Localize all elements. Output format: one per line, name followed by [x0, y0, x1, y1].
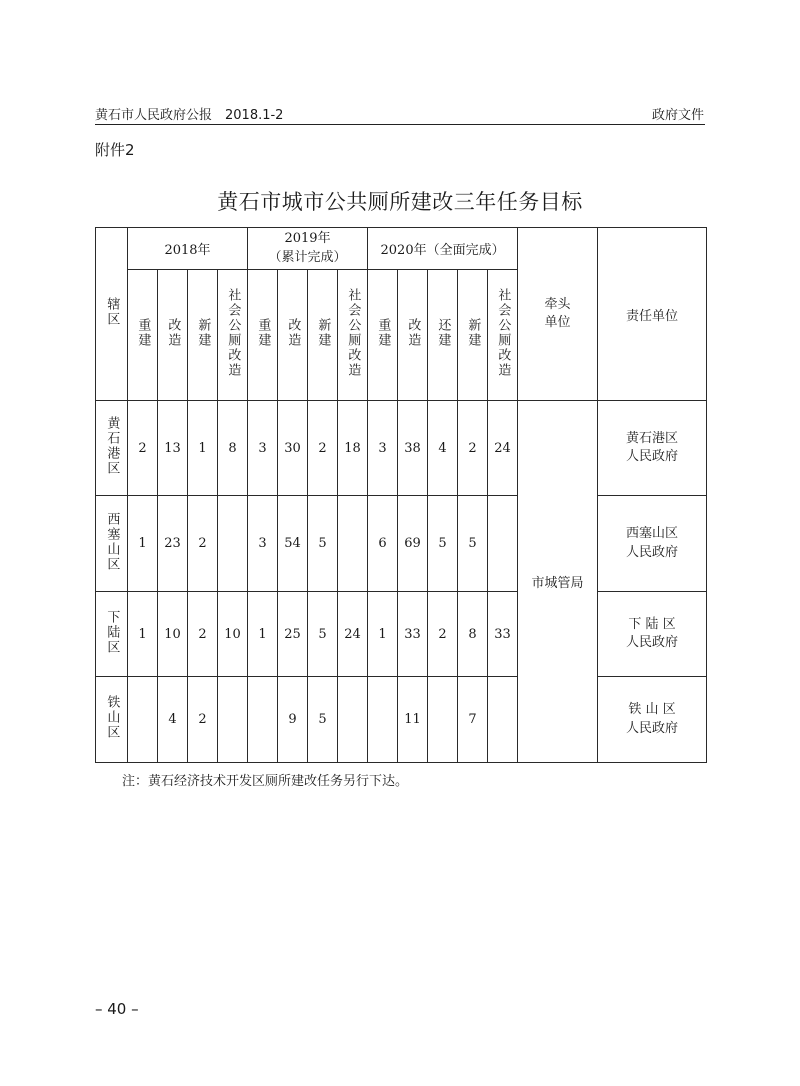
value-cell: 7: [458, 677, 488, 763]
district-cell: 铁山区: [96, 677, 128, 763]
value-cell: 1: [128, 496, 158, 592]
value-cell: 5: [308, 677, 338, 763]
value-cell: 9: [278, 677, 308, 763]
value-cell: 13: [158, 401, 188, 496]
subheader-2018-social: 社会公厕改造: [218, 270, 248, 401]
value-cell: 24: [338, 592, 368, 677]
value-cell: 23: [158, 496, 188, 592]
header-rule: [95, 124, 705, 125]
page-title: 黄石市城市公共厕所建改三年任务目标: [217, 190, 583, 214]
value-cell: 10: [158, 592, 188, 677]
targets-table: [95, 227, 707, 763]
value-cell: 2: [428, 592, 458, 677]
value-cell: 5: [308, 592, 338, 677]
value-cell: [368, 677, 398, 763]
subheader-2018-renovate: 改造: [158, 270, 188, 401]
value-cell: 30: [278, 401, 308, 496]
value-cell: [488, 677, 518, 763]
subheader-2020-social: 社会公厕改造: [488, 270, 518, 401]
value-cell: 8: [218, 401, 248, 496]
value-cell: 1: [368, 592, 398, 677]
value-cell: 1: [248, 592, 278, 677]
value-cell: 38: [398, 401, 428, 496]
responsible-unit-cell: 黄石港区 人民政府: [598, 401, 707, 496]
value-cell: 2: [128, 401, 158, 496]
subheader-2019-social: 社会公厕改造: [338, 270, 368, 401]
subheader-2018-new: 新建: [188, 270, 218, 401]
value-cell: 6: [368, 496, 398, 592]
value-cell: 2: [458, 401, 488, 496]
value-cell: [428, 677, 458, 763]
attachment-label: 附件2: [95, 141, 135, 159]
subheader-2019-new: 新建: [308, 270, 338, 401]
group-2018-header: 2018年: [128, 228, 248, 270]
subheader-2019-renovate: 改造: [278, 270, 308, 401]
subheader-2019-rebuild: 重建: [248, 270, 278, 401]
value-cell: 33: [488, 592, 518, 677]
value-cell: 2: [188, 677, 218, 763]
subheader-2020-rebuild: 重建: [368, 270, 398, 401]
responsible-unit-header: 责任单位: [598, 228, 707, 401]
value-cell: 5: [428, 496, 458, 592]
value-cell: 1: [128, 592, 158, 677]
value-cell: [338, 496, 368, 592]
value-cell: 69: [398, 496, 428, 592]
value-cell: 33: [398, 592, 428, 677]
value-cell: [218, 496, 248, 592]
responsible-unit-cell: 铁 山 区 人民政府: [598, 677, 707, 763]
value-cell: 2: [188, 496, 218, 592]
value-cell: 2: [308, 401, 338, 496]
lead-unit-header: 牵头 单位: [518, 228, 598, 401]
value-cell: 25: [278, 592, 308, 677]
value-cell: [218, 677, 248, 763]
value-cell: 5: [308, 496, 338, 592]
value-cell: 8: [458, 592, 488, 677]
value-cell: 1: [188, 401, 218, 496]
page-number: – 40 –: [95, 1000, 139, 1018]
table-row: [96, 677, 707, 763]
table-row: [96, 401, 707, 496]
district-cell: 下陆区: [96, 592, 128, 677]
value-cell: 3: [248, 401, 278, 496]
value-cell: 2: [188, 592, 218, 677]
value-cell: 24: [488, 401, 518, 496]
group-2020-header: 2020年（全面完成）: [368, 228, 518, 270]
bulletin-name: 黄石市人民政府公报 2018.1-2: [95, 108, 284, 123]
lead-unit-cell: 市城管局: [518, 401, 598, 763]
table-row: [96, 496, 707, 592]
value-cell: [128, 677, 158, 763]
value-cell: 3: [368, 401, 398, 496]
value-cell: [488, 496, 518, 592]
table-row: [96, 592, 707, 677]
value-cell: 10: [218, 592, 248, 677]
value-cell: 11: [398, 677, 428, 763]
value-cell: 18: [338, 401, 368, 496]
value-cell: 4: [158, 677, 188, 763]
section-label: 政府文件: [651, 108, 704, 123]
subheader-2020-renovate: 改造: [398, 270, 428, 401]
district-cell: 西塞山区: [96, 496, 128, 592]
value-cell: [248, 677, 278, 763]
group-2019-header: 2019年 （累计完成）: [248, 228, 368, 270]
table-note: 注：黄石经济技术开发区厕所建改任务另行下达。: [122, 774, 409, 789]
subheader-2020-relocate: 还建: [428, 270, 458, 401]
value-cell: 4: [428, 401, 458, 496]
subheader-2020-new: 新建: [458, 270, 488, 401]
value-cell: 5: [458, 496, 488, 592]
responsible-unit-cell: 西塞山区 人民政府: [598, 496, 707, 592]
responsible-unit-cell: 下 陆 区 人民政府: [598, 592, 707, 677]
value-cell: 54: [278, 496, 308, 592]
value-cell: 3: [248, 496, 278, 592]
district-cell: 黄石港区: [96, 401, 128, 496]
value-cell: [338, 677, 368, 763]
subheader-2018-rebuild: 重建: [128, 270, 158, 401]
district-header: 辖区: [96, 228, 128, 401]
